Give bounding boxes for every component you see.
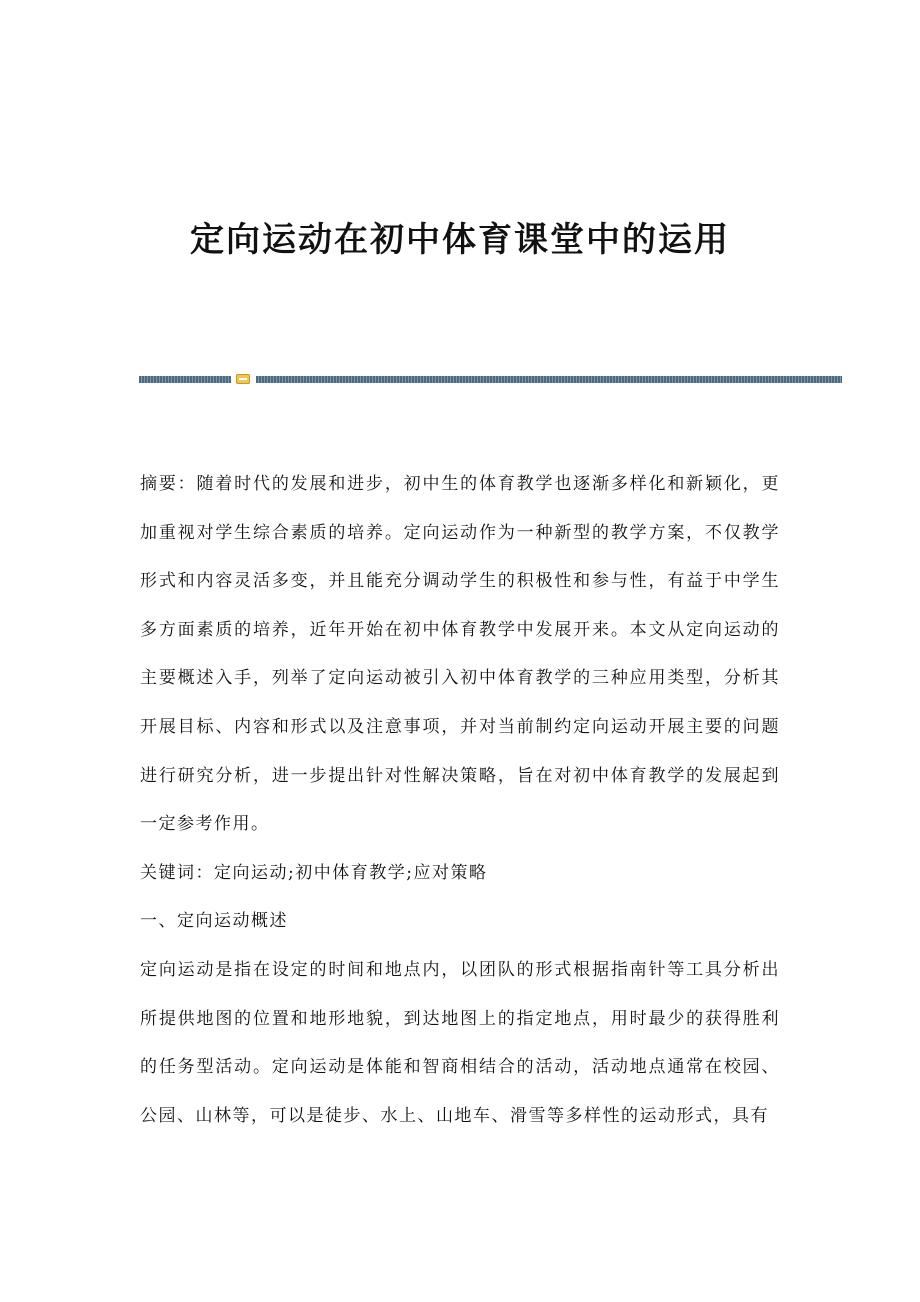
divider-bar-right [256,376,842,383]
keywords-line: 关键词：定向运动;初中体育教学;应对策略 [140,862,488,883]
section-paragraph: 定向运动是指在设定的时间和地点内，以团队的形式根据指南针等工具分析出所提供地图的位置和地形地貌，到达地图上的指定地点，用时最少的获得胜利的任务型活动。定向运动是体能和智商相结合的活动，活动地点通常在校园、公园、山林等，可以是徒步、水上、山地车、滑雪等多样性的运动形式，具有 [140,959,780,1126]
divider-ornament-icon [236,374,250,384]
divider-bar-left [139,376,231,383]
section-heading: 一、定向运动概述 [140,911,288,932]
title-divider [139,374,842,384]
document-title: 定向运动在初中体育课堂中的运用 [190,220,730,260]
abstract-paragraph: 摘要：随着时代的发展和进步，初中生的体育教学也逐渐多样化和新颖化，更加重视对学生综合素质的培养。定向运动作为一种新型的教学方案，不仅教学形式和内容灵活多变，并且能充分调动学生的积极性和参与性，有益于中学生多方面素质的培养，近年开始在初中体育教学中发展开来。本文从定向运动的主要概述入手，列举了定向运动被引入初中体育教学的三种应用类型，分析其开展目标、内容和形式以及注意事项，并对当前制约定向运动开展主要的问题进行研究分析，进一步提出针对性解决策略，旨在对初中体育教学的发展起到一定参考作用。 [140,474,780,835]
document-body [140,460,780,1140]
